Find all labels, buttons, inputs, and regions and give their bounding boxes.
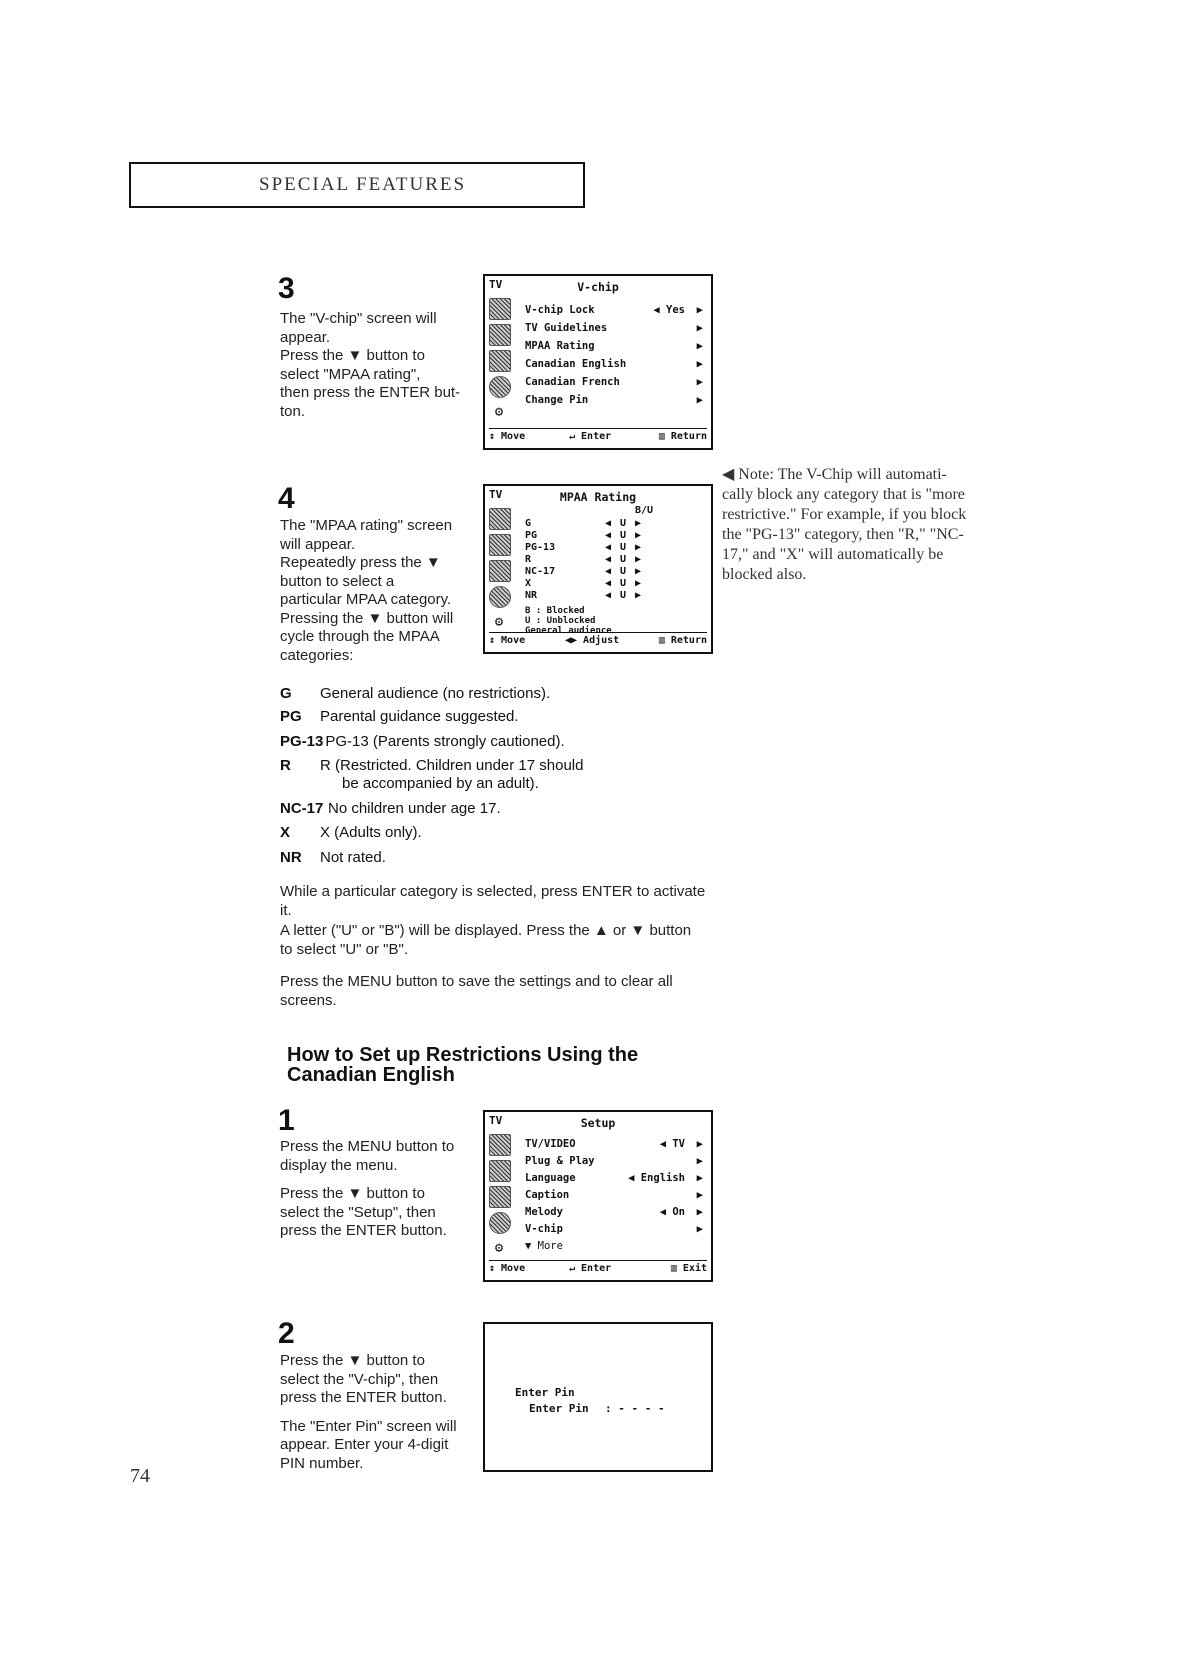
arrow-left-icon: ◀ <box>605 566 612 577</box>
note-line: cally block any category that is "more <box>722 486 965 503</box>
definition-code: R <box>280 757 291 774</box>
pin-screen-title: Enter Pin <box>515 1386 575 1399</box>
channel-icon <box>489 560 511 582</box>
step-1-line: select the "Setup", then <box>280 1203 436 1221</box>
section-header <box>129 162 585 208</box>
menu-icon-bar <box>489 298 511 426</box>
legend-description: General audience <box>525 626 612 636</box>
rating-status: U <box>620 542 627 553</box>
menu-row-value: ◀ On <box>659 1206 685 1218</box>
arrow-left-icon: ◀ <box>605 578 612 589</box>
arrow-right-icon: ▶ <box>635 566 642 577</box>
step-3-line: ton. <box>280 402 306 420</box>
rating-status: U <box>620 518 627 529</box>
setup-screen <box>483 1110 713 1282</box>
definition-text: R (Restricted. Children under 17 should <box>320 757 584 774</box>
step-1-spacer <box>280 1175 454 1185</box>
step-3-text <box>280 310 460 421</box>
arrow-left-icon: ◀ <box>605 554 612 565</box>
picture-icon <box>489 298 511 320</box>
menu-row-value: ◀ English <box>628 1172 685 1184</box>
exit-hint: ▥ Exit <box>670 1263 707 1274</box>
return-hint: ▥ Return <box>658 635 707 646</box>
mpaa-screen <box>483 484 713 654</box>
menu-row-label: V-chip <box>525 1223 563 1235</box>
definition-code: NC-17 <box>280 800 324 817</box>
move-hint: ↕ Move <box>489 635 526 646</box>
section-heading-line: Canadian English <box>287 1064 455 1086</box>
arrow-right-icon: ▶ <box>696 1189 703 1201</box>
rating-code: PG <box>525 530 538 541</box>
picture-icon <box>489 508 511 530</box>
step-4-line: button to select a <box>280 572 395 590</box>
more-label: ▼ More <box>525 1240 563 1252</box>
menu-row-label: Caption <box>525 1189 570 1201</box>
menu-row-label: Plug & Play <box>525 1155 595 1167</box>
step-1-line: display the menu. <box>280 1156 398 1174</box>
definition-text: General audience (no restrictions). <box>320 685 551 702</box>
move-hint: ↕ Move <box>489 431 526 442</box>
arrow-right-icon: ▶ <box>696 340 703 352</box>
screen-footer <box>489 632 707 649</box>
picture-icon <box>489 1134 511 1156</box>
step-1-text <box>280 1138 454 1241</box>
step-2-line: press the ENTER button. <box>280 1389 447 1406</box>
step-4-line: cycle through the MPAA <box>280 628 440 645</box>
menu-row-label: Canadian English <box>525 358 627 370</box>
definition-text: PG-13 (Parents strongly cautioned). <box>325 733 565 750</box>
rating-status: U <box>620 554 627 565</box>
note-line: 17," and "X" will automatically be <box>722 546 944 563</box>
pin-label: Enter Pin <box>529 1402 589 1415</box>
step-2-line: select the "V-chip", then <box>280 1370 439 1388</box>
return-hint: ▥ Return <box>658 431 707 442</box>
screen-footer <box>489 1260 707 1277</box>
arrow-right-icon: ▶ <box>696 304 703 316</box>
arrow-right-icon: ▶ <box>696 322 703 334</box>
step-3-line: select "MPAA rating", <box>280 365 421 383</box>
menu-row-label: Melody <box>525 1206 563 1218</box>
paragraph-menu <box>280 973 673 1010</box>
arrow-left-icon: ◀ <box>605 590 612 601</box>
menu-row-label: Language <box>525 1172 576 1184</box>
rating-code: NC-17 <box>525 566 556 577</box>
arrow-right-icon: ▶ <box>635 554 642 565</box>
step-4-text <box>280 517 453 665</box>
paragraph-line: it. <box>280 901 292 919</box>
menu-row-label: V-chip Lock <box>525 304 595 316</box>
tv-label: TV <box>489 1114 503 1127</box>
definition-text: No children under age 17. <box>328 800 501 817</box>
enter-hint: ↵ Enter <box>569 1263 612 1274</box>
channel-icon <box>489 1186 511 1208</box>
rating-code: PG-13 <box>525 542 556 553</box>
rating-code: X <box>525 578 532 589</box>
step-2-line: Press the ▼ button to <box>280 1352 425 1369</box>
rating-status: U <box>620 566 627 577</box>
definition-row <box>280 733 565 750</box>
channel-icon <box>489 350 511 372</box>
rating-code: NR <box>525 590 538 601</box>
definition-code: PG-13 <box>280 733 324 750</box>
step-3-line: Press the ▼ button to <box>280 347 425 364</box>
arrow-left-icon: ◀ <box>605 518 612 529</box>
arrow-right-icon: ▶ <box>696 1138 703 1150</box>
paragraph-line: While a particular category is selected, press ENTER to activate <box>280 883 706 900</box>
arrow-right-icon: ▶ <box>635 530 642 541</box>
step-2-line: appear. Enter your 4-digit <box>280 1436 449 1453</box>
screen-title: Setup <box>580 1116 616 1130</box>
step-3-number: 3 <box>278 272 295 305</box>
input-icon: ⚙ <box>494 404 504 420</box>
rating-status: U <box>620 590 627 601</box>
section-heading-line: How to Set up Restrictions Using the <box>287 1044 639 1066</box>
screen-title: V-chip <box>577 280 619 294</box>
arrow-right-icon: ▶ <box>696 376 703 388</box>
arrow-right-icon: ▶ <box>696 1223 703 1235</box>
step-4-line: categories: <box>280 646 354 664</box>
sound-icon <box>489 534 511 556</box>
definition-row <box>280 824 422 841</box>
rating-code: R <box>525 554 532 565</box>
menu-icon-bar <box>489 508 511 636</box>
menu-row-value: ◀ Yes <box>653 304 685 316</box>
arrow-right-icon: ▶ <box>635 542 642 553</box>
step-2-spacer <box>280 1408 457 1418</box>
definition-row <box>280 849 386 866</box>
rating-status: U <box>620 530 627 541</box>
note-line: ◀ Note: The V-Chip will automati- <box>722 466 947 483</box>
paragraph-letter <box>280 922 691 959</box>
tv-label: TV <box>489 488 503 501</box>
step-4-number: 4 <box>278 482 295 515</box>
paragraph-activate <box>280 883 705 920</box>
legend-unblocked: U : Unblocked <box>525 616 596 626</box>
legend-blocked: B : Blocked <box>525 606 585 616</box>
bu-header: B/U <box>635 505 654 516</box>
definition-row <box>342 775 539 792</box>
step-3-line: appear. <box>280 328 331 346</box>
step-4-line: Pressing the ▼ button will <box>280 609 454 627</box>
step-4-line: Repeatedly press the ▼ <box>280 554 441 571</box>
definition-row <box>280 757 583 774</box>
step-3-line: The "V-chip" screen will <box>280 310 437 327</box>
paragraph-line: to select "U" or "B". <box>280 940 409 958</box>
menu-row-label: TV/VIDEO <box>525 1138 576 1150</box>
menu-icon-bar <box>489 1134 511 1262</box>
definition-text: be accompanied by an adult). <box>342 775 539 792</box>
note-line: blocked also. <box>722 566 807 583</box>
arrow-right-icon: ▶ <box>696 1155 703 1167</box>
rating-code: G <box>525 518 532 529</box>
paragraph-line: Press the MENU button to save the settings and to clear all <box>280 973 673 990</box>
definition-code: X <box>280 824 291 841</box>
step-2-line: The "Enter Pin" screen will <box>280 1417 457 1435</box>
sound-icon <box>489 1160 511 1182</box>
definition-code: NR <box>280 849 302 866</box>
definition-row <box>280 800 501 817</box>
side-note <box>722 465 966 585</box>
rating-status: U <box>620 578 627 589</box>
screen-footer <box>489 428 707 445</box>
paragraph-line: A letter ("U" or "B") will be displayed. Press the ▲ or ▼ button <box>280 922 692 939</box>
enter-hint: ↵ Enter <box>569 431 612 442</box>
adjust-hint: ◀▶ Adjust <box>565 635 620 646</box>
step-2-number: 2 <box>278 1317 295 1350</box>
arrow-right-icon: ▶ <box>696 358 703 370</box>
definition-text: Not rated. <box>320 849 386 866</box>
menu-row-label: Change Pin <box>525 394 589 406</box>
paragraph-line: screens. <box>280 991 337 1009</box>
menu-row-label: Canadian French <box>525 376 620 388</box>
section-heading <box>287 1045 638 1085</box>
arrow-right-icon: ▶ <box>696 1206 703 1218</box>
step-3-line: then press the ENTER but- <box>280 384 461 401</box>
sound-icon <box>489 324 511 346</box>
arrow-left-icon: ◀ <box>605 530 612 541</box>
note-line: restrictive." For example, if you block <box>722 506 967 523</box>
step-1-line: Press the ▼ button to <box>280 1185 425 1202</box>
setup-icon <box>489 1212 511 1234</box>
arrow-right-icon: ▶ <box>635 518 642 529</box>
step-1-line: press the ENTER button. <box>280 1222 447 1239</box>
step-2-text <box>280 1352 457 1473</box>
menu-row-label: TV Guidelines <box>525 322 608 334</box>
step-1-line: Press the MENU button to <box>280 1138 455 1155</box>
definition-code: G <box>280 685 292 702</box>
setup-icon <box>489 586 511 608</box>
enter-pin-screen <box>483 1322 713 1472</box>
step-2-line: PIN number. <box>280 1454 364 1472</box>
input-icon: ⚙ <box>494 1240 504 1256</box>
arrow-right-icon: ▶ <box>696 394 703 406</box>
definition-text: Parental guidance suggested. <box>320 708 519 725</box>
screen-title: MPAA Rating <box>559 490 637 504</box>
note-line: the "PG-13" category, then "R," "NC- <box>722 526 964 543</box>
arrow-right-icon: ▶ <box>696 1172 703 1184</box>
arrow-right-icon: ▶ <box>635 590 642 601</box>
definition-code: PG <box>280 708 302 725</box>
menu-row-label: MPAA Rating <box>525 340 595 352</box>
section-header-title: SPECIAL FEATURES <box>259 174 467 195</box>
page-number: 74 <box>130 1465 150 1487</box>
arrow-right-icon: ▶ <box>635 578 642 589</box>
setup-icon <box>489 376 511 398</box>
definition-text: X (Adults only). <box>320 824 422 841</box>
input-icon: ⚙ <box>494 614 504 630</box>
tv-label: TV <box>489 278 503 291</box>
step-4-line: The "MPAA rating" screen <box>280 517 453 534</box>
step-1-number: 1 <box>278 1104 295 1137</box>
step-4-line: will appear. <box>280 535 356 553</box>
arrow-left-icon: ◀ <box>605 542 612 553</box>
pin-input[interactable]: : - - - - <box>605 1402 665 1415</box>
step-4-line: particular MPAA category. <box>280 591 452 608</box>
vchip-screen <box>483 274 713 450</box>
menu-row-value: ◀ TV <box>659 1138 685 1150</box>
definition-row <box>280 708 518 725</box>
definition-row <box>280 685 550 702</box>
move-hint: ↕ Move <box>489 1263 526 1274</box>
